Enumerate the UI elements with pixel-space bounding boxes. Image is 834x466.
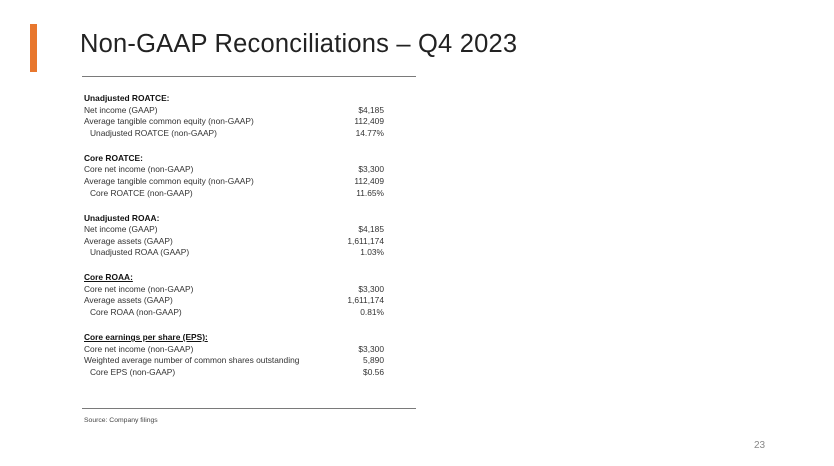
row-value: 1,611,174 <box>347 235 384 246</box>
row-value: $4,185 <box>358 104 384 115</box>
table-row <box>84 355 384 367</box>
section <box>84 93 384 139</box>
section <box>84 153 384 199</box>
row-label: Net income (GAAP) <box>84 224 158 235</box>
top-divider <box>82 76 416 77</box>
row-label: Average tangible common equity (non-GAAP) <box>84 116 254 127</box>
table-row <box>84 247 384 259</box>
row-value: $0.56 <box>363 366 384 377</box>
row-label: Net income (GAAP) <box>84 104 158 115</box>
table-row <box>84 307 384 319</box>
row-value: $3,300 <box>358 164 384 175</box>
row-value: 0.81% <box>360 307 384 318</box>
page-number: 23 <box>754 440 766 451</box>
bottom-divider <box>82 408 416 409</box>
row-label: Average assets (GAAP) <box>84 295 173 306</box>
row-label: Average assets (GAAP) <box>84 235 173 246</box>
slide-title: Non-GAAP Reconciliations – Q4 2023 <box>80 30 518 58</box>
row-value: $4,185 <box>358 224 384 235</box>
source-note: Source: Company filings <box>84 417 158 424</box>
row-value: 1,611,174 <box>347 295 384 306</box>
row-value: $3,300 <box>358 343 384 354</box>
row-label: Average tangible common equity (non-GAAP) <box>84 175 254 186</box>
row-label: Core net income (non-GAAP) <box>84 283 194 294</box>
table-row <box>84 164 384 176</box>
row-value: 14.77% <box>355 127 384 138</box>
table-row <box>84 367 384 379</box>
row-value: $3,300 <box>358 283 384 294</box>
table-row <box>84 284 384 296</box>
section <box>84 272 384 318</box>
row-label: Core EPS (non-GAAP) <box>90 366 176 377</box>
row-label: Weighted average number of common shares outstanding <box>84 355 300 366</box>
table-row <box>84 224 384 236</box>
row-value: 11.65% <box>356 187 384 198</box>
table-row <box>84 236 384 248</box>
accent-bar <box>30 24 37 72</box>
table-row <box>84 295 384 307</box>
section-heading: Core ROATCE: <box>84 152 143 163</box>
row-label: Unadjusted ROAA (GAAP) <box>90 247 190 258</box>
row-label: Unadjusted ROATCE (non-GAAP) <box>90 127 217 138</box>
row-value: 112,409 <box>354 116 384 127</box>
row-label: Core net income (non-GAAP) <box>84 343 194 354</box>
section-heading: Unadjusted ROAA: <box>84 212 160 223</box>
table-row <box>84 105 384 117</box>
row-value: 112,409 <box>354 175 384 186</box>
table-row <box>84 176 384 188</box>
section-heading: Core ROAA: <box>84 272 133 283</box>
section-heading: Unadjusted ROATCE: <box>84 93 170 103</box>
row-label: Core ROAA (non-GAAP) <box>90 307 182 318</box>
section <box>84 332 384 378</box>
row-value: 1.03% <box>360 247 384 258</box>
table-row <box>84 344 384 356</box>
table-row <box>84 128 384 140</box>
row-label: Core net income (non-GAAP) <box>84 164 194 175</box>
table-row <box>84 188 384 200</box>
row-label: Core ROATCE (non-GAAP) <box>90 187 193 198</box>
table-row <box>84 116 384 128</box>
reconciliation-table <box>84 93 384 392</box>
section-heading: Core earnings per share (EPS): <box>84 332 208 343</box>
row-value: 5,890 <box>363 355 384 366</box>
section <box>84 213 384 259</box>
